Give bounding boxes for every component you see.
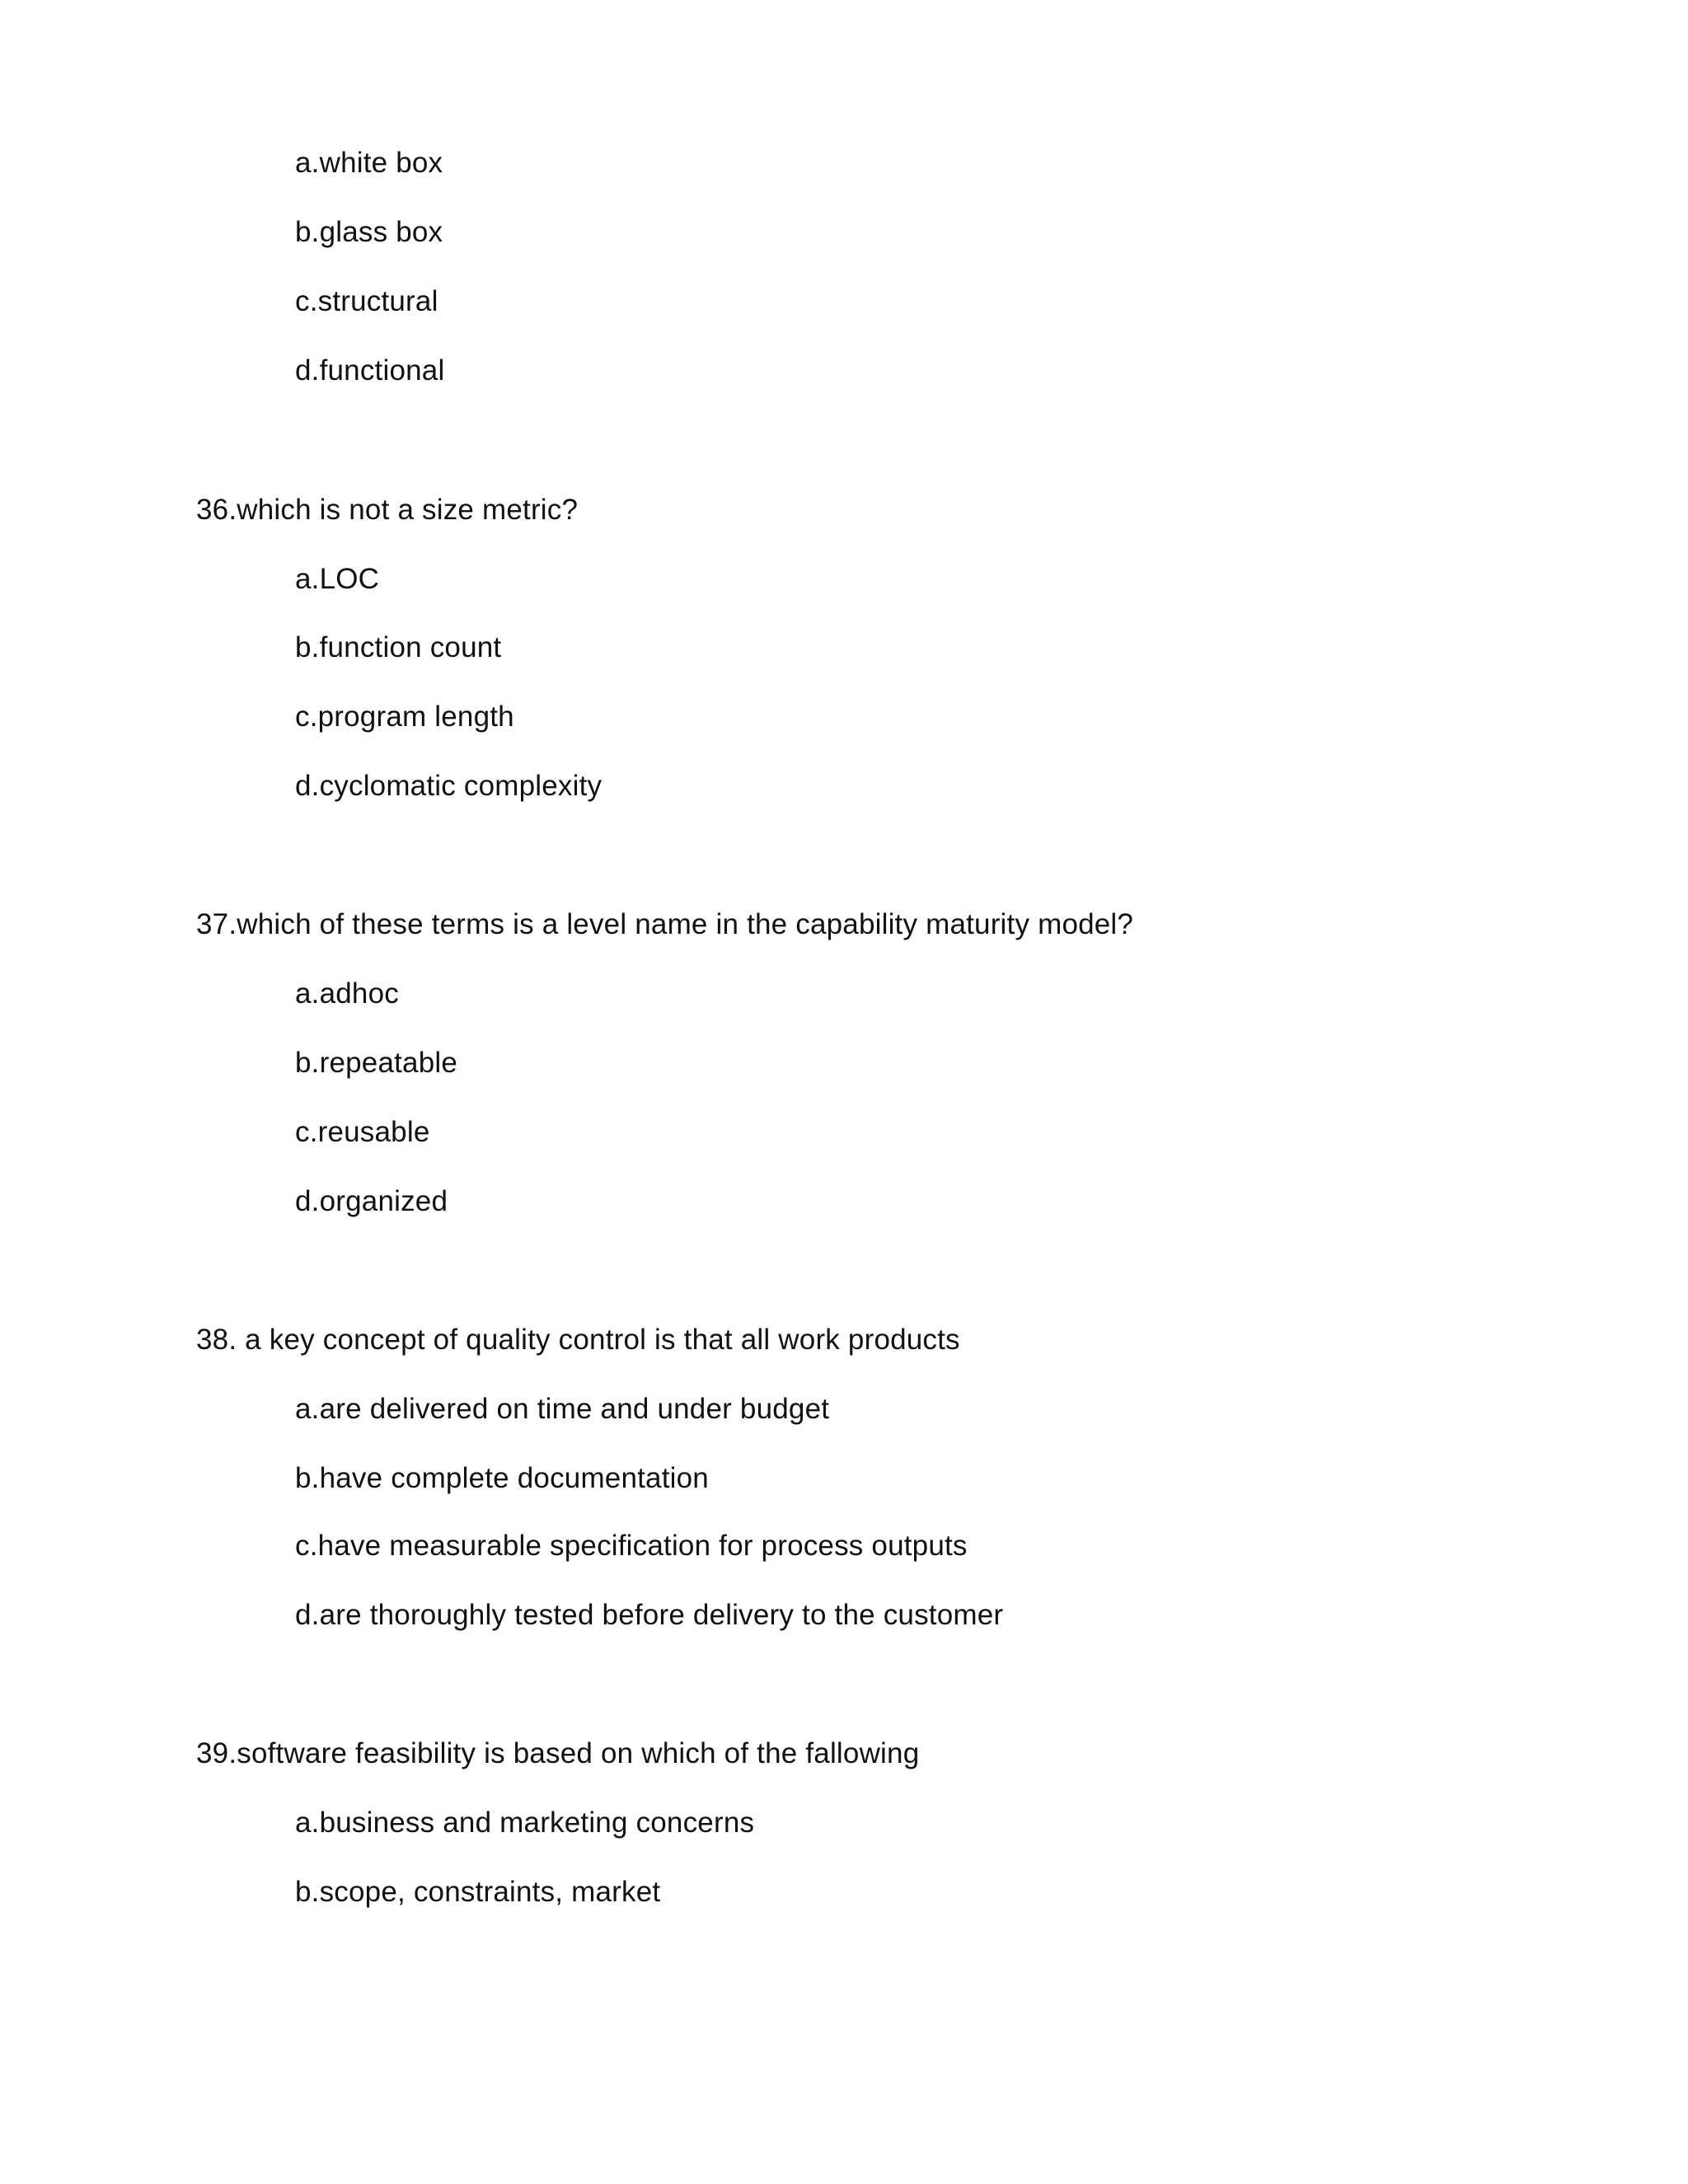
option-38d: d.are thoroughly tested before delivery to the customer (295, 1599, 1004, 1631)
option-35d: d.functional (295, 354, 445, 387)
option-36c: c.program length (295, 701, 514, 733)
option-37b: b.repeatable (295, 1047, 458, 1079)
option-37c: c.reusable (295, 1116, 430, 1148)
option-39a: a.business and marketing concerns (295, 1807, 755, 1839)
option-38b: b.have complete documentation (295, 1462, 709, 1494)
option-36a: a.LOC (295, 563, 380, 595)
question-39: 39.software feasibility is based on which of the fallowing (196, 1737, 920, 1769)
question-36: 36.which is not a size metric? (196, 494, 579, 526)
option-39b: b.scope, constraints, market (295, 1876, 661, 1908)
question-37: 37.which of these terms is a level name in the capability maturity model? (196, 908, 1134, 940)
option-37d: d.organized (295, 1185, 448, 1217)
option-36b: b.function count (295, 631, 502, 663)
option-38a: a.are delivered on time and under budget (295, 1393, 830, 1425)
option-35b: b.glass box (295, 216, 443, 248)
option-35a: a.white box (295, 147, 443, 179)
option-37a: a.adhoc (295, 977, 399, 1010)
question-38: 38. a key concept of quality control is that all work products (196, 1324, 960, 1356)
option-36d: d.cyclomatic complexity (295, 770, 603, 802)
option-35c: c.structural (295, 285, 438, 317)
option-38c: c.have measurable specification for process outputs (295, 1530, 968, 1562)
